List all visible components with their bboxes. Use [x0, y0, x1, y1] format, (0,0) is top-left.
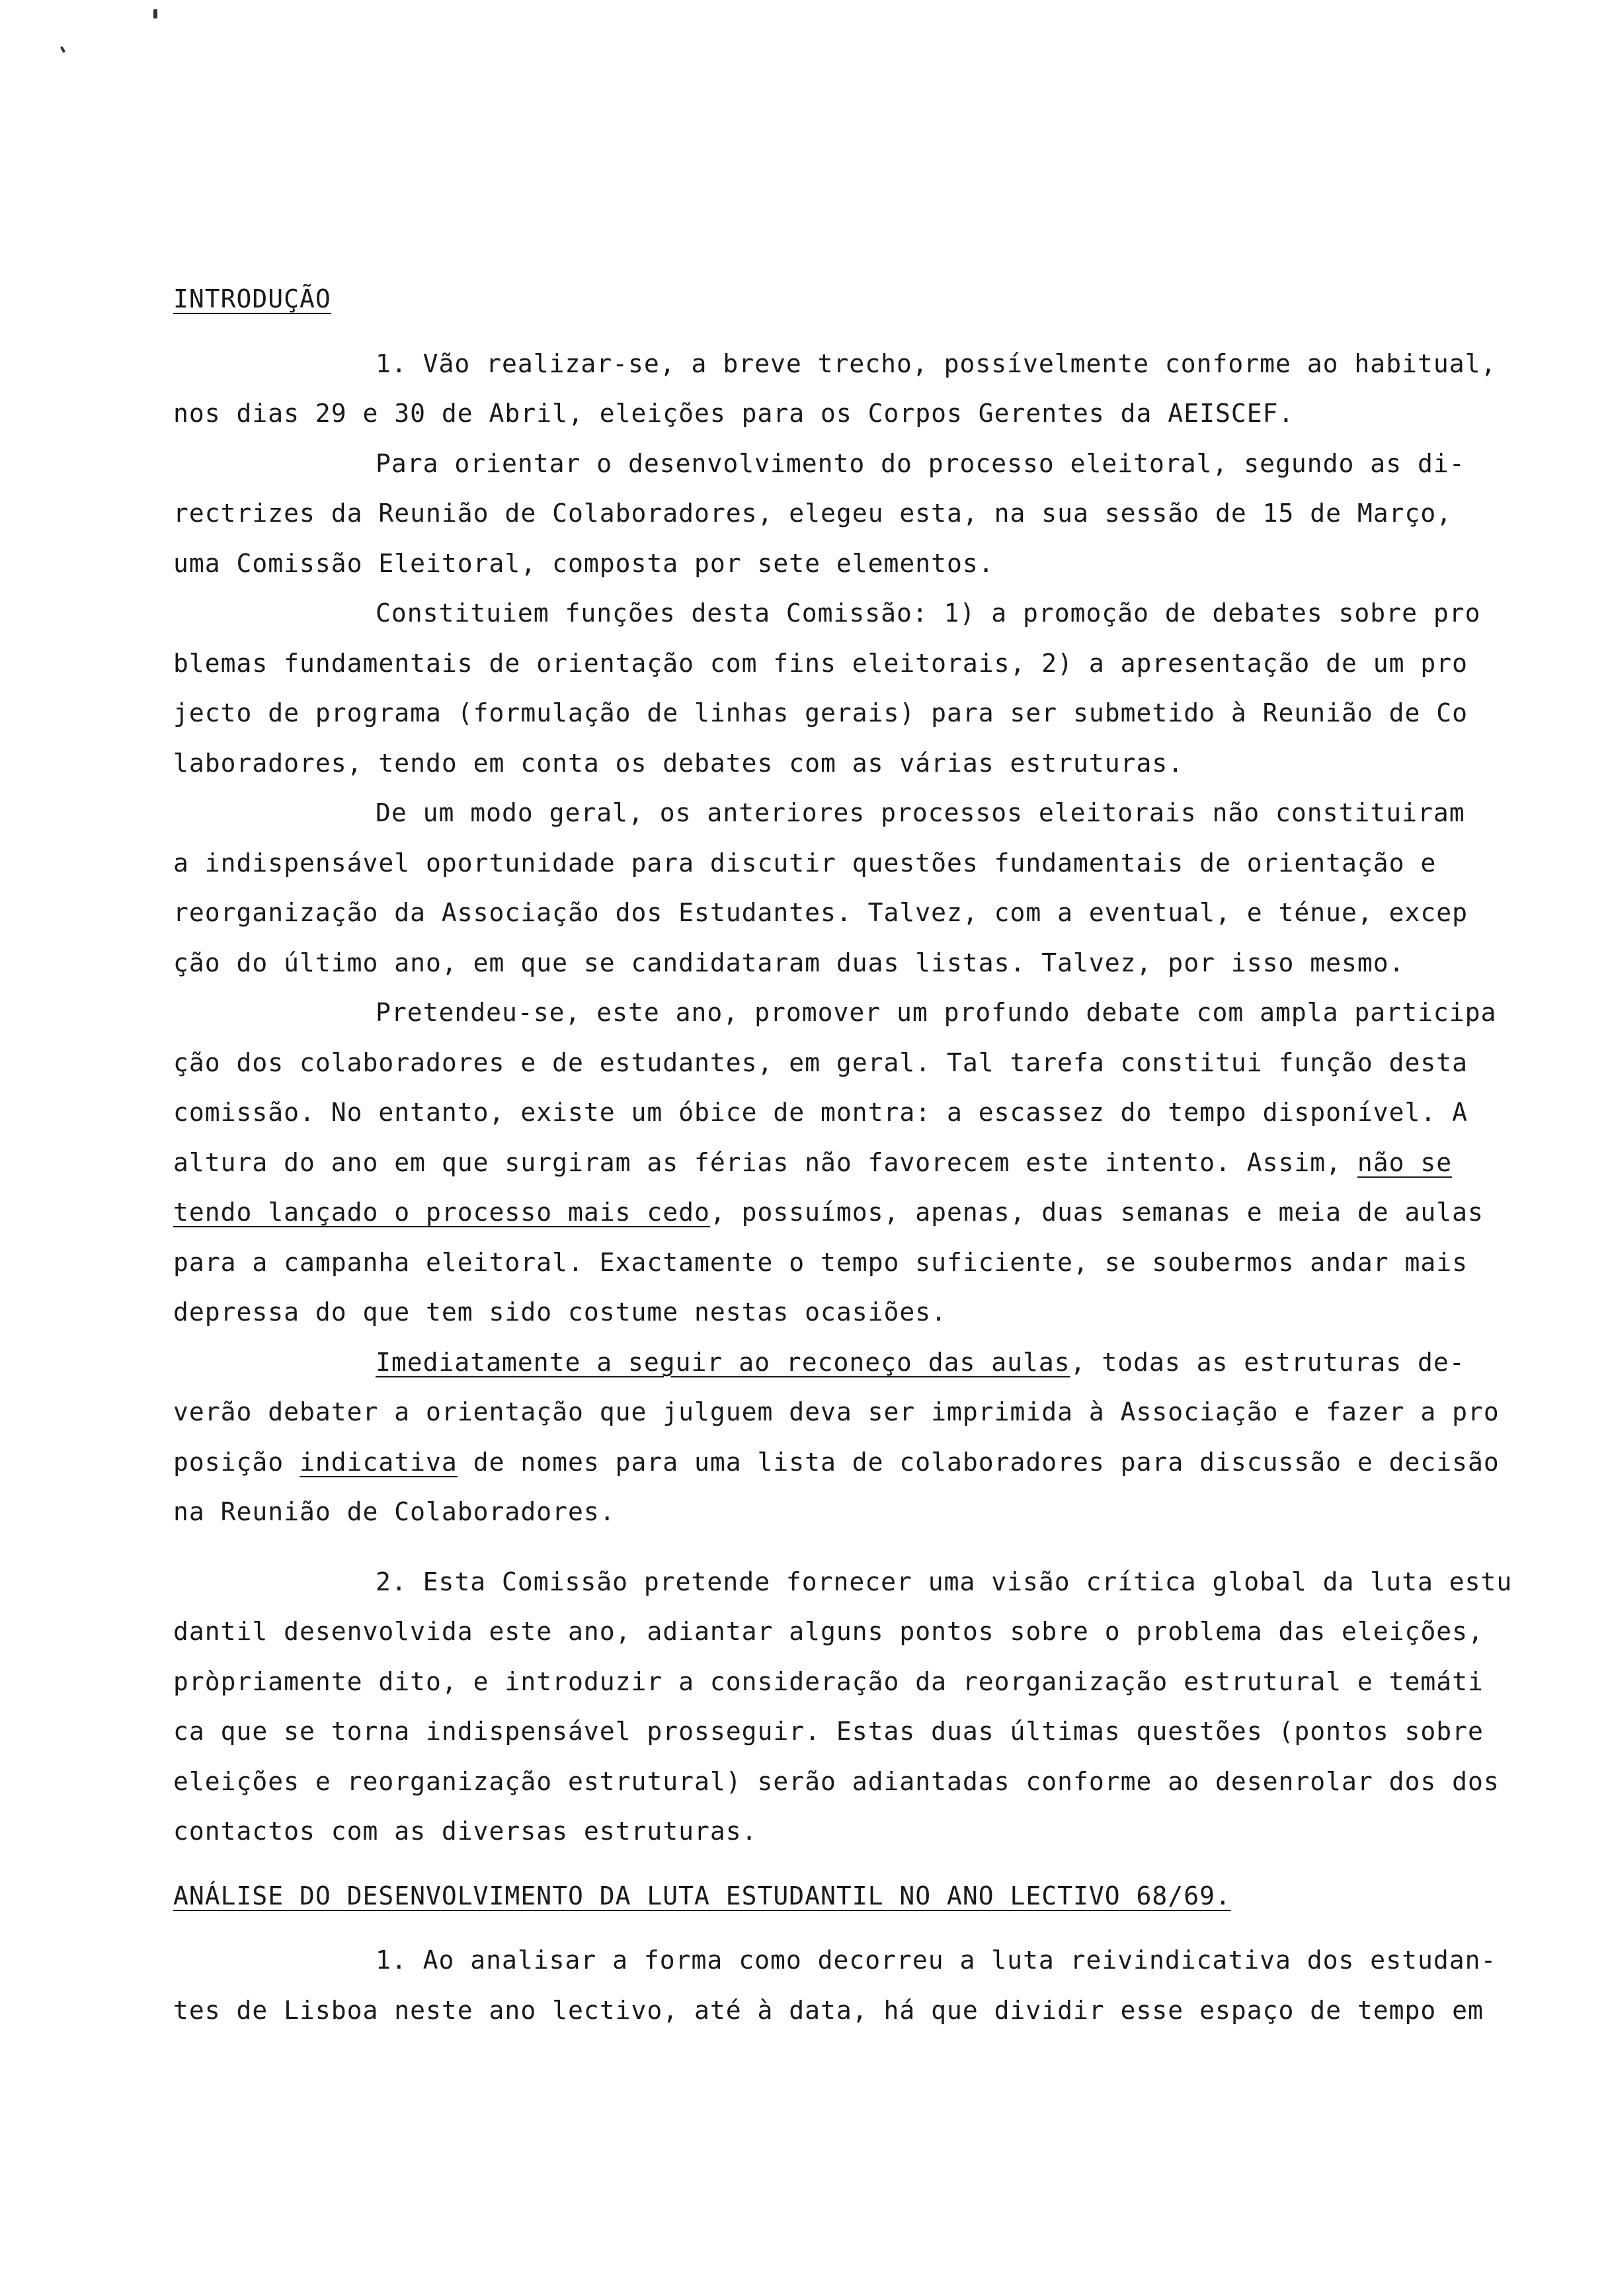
heading-introducao: INTRODUÇÃO — [173, 284, 331, 313]
text-run: , possuímos, apenas, duas semanas e meia de aulas — [709, 1198, 1484, 1227]
paragraph-line: 1. Ao analisar a forma como decorreu a luta reivindicativa dos estudan- — [376, 1946, 1497, 1975]
underlined-text: indicativa — [300, 1447, 458, 1477]
scan-mark — [153, 9, 157, 19]
paragraph-line: pròpriamente dito, e introduzir a consideração da reorganização estrutural e temáti — [173, 1666, 1484, 1696]
paragraph-line: ção do último ano, em que se candidataram duas listas. Talvez, por isso mesmo. — [173, 948, 1405, 977]
paragraph-line: comissão. No entanto, existe um óbice de montra: a escassez do tempo disponível. A — [173, 1098, 1468, 1127]
heading-analise: ANÁLISE DO DESENVOLVIMENTO DA LUTA ESTUDANTIL NO ANO LECTIVO 68/69. — [173, 1881, 1231, 1910]
paragraph-line — [173, 1338, 1555, 1388]
paragraph-line: contactos com as diversas estruturas. — [173, 1817, 758, 1846]
paragraph-line: eleições e reorganização estrutural) serão adiantadas conforme ao desenrolar dos dos — [173, 1766, 1500, 1796]
paragraph-line: na Reunião de Colaboradores. — [173, 1497, 616, 1526]
paragraph-line: Pretendeu-se, este ano, promover um profundo debate com ampla participa — [376, 998, 1497, 1027]
paragraph-line: laboradores, tendo em conta os debates com as várias estruturas. — [173, 748, 1184, 778]
paragraph-line: jecto de programa (formulação de linhas gerais) para ser submetido à Reunião de Co — [173, 698, 1468, 727]
underlined-text: não se — [1357, 1147, 1453, 1177]
paragraph-line — [173, 1438, 1555, 1488]
text-run: posição — [173, 1447, 300, 1477]
paragraph-line: Para orientar o desenvolvimento do processo eleitoral, segundo as di- — [376, 448, 1465, 478]
underlined-text: tendo lançado o processo mais cedo — [173, 1198, 710, 1227]
paragraph-line: tes de Lisboa neste ano lectivo, até à data, há que dividir esse espaço de tempo em — [173, 1995, 1484, 2025]
paragraph-line: para a campanha eleitoral. Exactamente o tempo suficiente, se soubermos andar mais — [173, 1247, 1468, 1277]
paragraph-line — [173, 1138, 1555, 1188]
paragraph-line — [173, 1188, 1555, 1238]
text-run: , todas as estruturas de- — [1070, 1347, 1465, 1377]
paragraph-line: a indispensável oportunidade para discutir questões fundamentais de orientação e — [173, 848, 1437, 878]
paragraph-line: ção dos colaboradores e de estudantes, em geral. Tal tarefa constitui função desta — [173, 1047, 1468, 1077]
document-body — [173, 274, 1555, 2035]
paragraph-line: blemas fundamentais de orientação com fins eleitorais, 2) a apresentação de um pro — [173, 648, 1468, 678]
paragraph-line: ca que se torna indispensável prosseguir. Estas duas últimas questões (pontos sobre — [173, 1717, 1484, 1746]
scan-mark — [60, 46, 65, 54]
paragraph-line: 2. Esta Comissão pretende fornecer uma visão crítica global da luta estu — [376, 1567, 1513, 1596]
paragraph-line: Constituiem funções desta Comissão: 1) a promoção de debates sobre pro — [376, 598, 1481, 628]
text-run: altura do ano em que surgiram as férias não favorecem este intento. Assim, — [173, 1147, 1357, 1177]
paragraph-line: dantil desenvolvida este ano, adiantar alguns pontos sobre o problema das eleições, — [173, 1617, 1484, 1646]
paragraph-line: reorganização da Associação dos Estudantes. Talvez, com a eventual, e ténue, excep — [173, 898, 1468, 927]
paragraph-line: De um modo geral, os anteriores processos eleitorais não constituiram — [376, 798, 1465, 827]
paragraph-line: depressa do que tem sido costume nestas ocasiões. — [173, 1297, 947, 1327]
paragraph-line: uma Comissão Eleitoral, composta por sete elementos. — [173, 548, 994, 578]
paragraph-line: nos dias 29 e 30 de Abril, eleições para os Corpos Gerentes da AEISCEF. — [173, 399, 1295, 428]
underlined-text: Imediatamente a seguir ao reconeço das aulas — [376, 1347, 1070, 1377]
paragraph-line: rectrizes da Reunião de Colaboradores, elegeu esta, na sua sessão de 15 de Março, — [173, 499, 1453, 528]
paragraph-line: verão debater a orientação que julguem deva ser imprimida à Associação e fazer a pro — [173, 1397, 1500, 1426]
text-run: de nomes para uma lista de colaboradores para discussão e decisão — [457, 1447, 1500, 1477]
paragraph-line: 1. Vão realizar-se, a breve trecho, possívelmente conforme ao habitual, — [376, 348, 1497, 378]
